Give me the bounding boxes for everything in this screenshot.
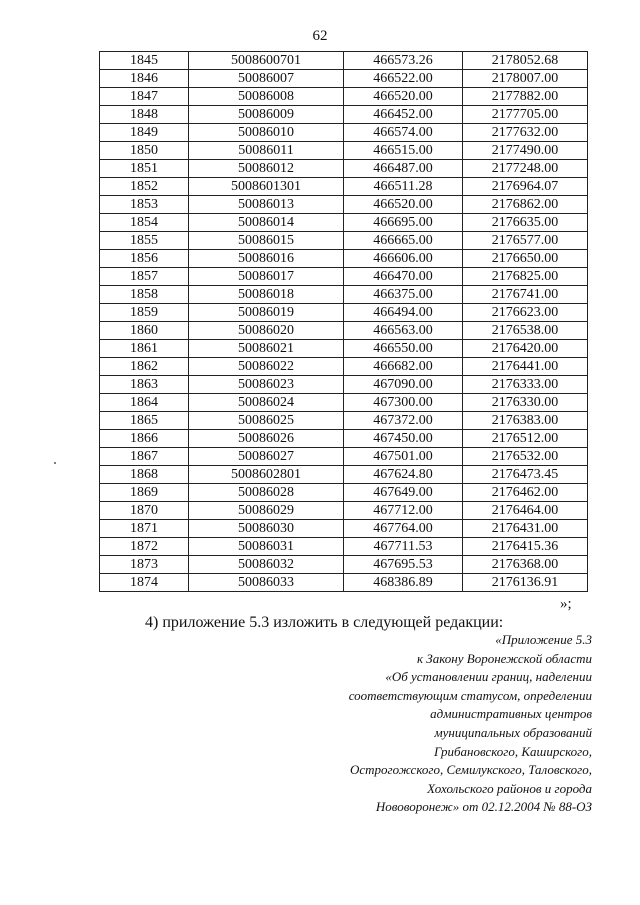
point-number-cell: 1867	[100, 448, 189, 466]
appendix-header-line: Острогожского, Семилукского, Таловского,	[349, 762, 592, 778]
point-number-cell: 1862	[100, 358, 189, 376]
y-coordinate-cell: 2176512.00	[463, 430, 588, 448]
table-row	[100, 304, 588, 322]
table-row	[100, 160, 588, 178]
point-number-cell: 1870	[100, 502, 189, 520]
appendix-header-line: «Приложение 5.3	[495, 632, 592, 647]
x-coordinate-cell: 467300.00	[344, 394, 463, 412]
point-number-cell: 1854	[100, 214, 189, 232]
point-number-cell: 1857	[100, 268, 189, 286]
x-coordinate-cell: 466511.28	[344, 178, 463, 196]
point-number-cell: 1853	[100, 196, 189, 214]
y-coordinate-cell: 2176538.00	[463, 322, 588, 340]
point-id-cell: 50086022	[189, 358, 344, 376]
x-coordinate-cell: 466494.00	[344, 304, 463, 322]
point-id-cell: 50086029	[189, 502, 344, 520]
point-id-cell: 50086027	[189, 448, 344, 466]
point-id-cell: 50086025	[189, 412, 344, 430]
point-number-cell: 1860	[100, 322, 189, 340]
x-coordinate-cell: 467501.00	[344, 448, 463, 466]
point-number-cell: 1849	[100, 124, 189, 142]
point-number-cell: 1847	[100, 88, 189, 106]
point-number-cell: 1852	[100, 178, 189, 196]
point-id-cell: 50086010	[189, 124, 344, 142]
point-number-cell: 1874	[100, 574, 189, 592]
point-id-cell: 50086013	[189, 196, 344, 214]
table-row	[100, 214, 588, 232]
table-row	[100, 484, 588, 502]
point-id-cell: 50086014	[189, 214, 344, 232]
table-row	[100, 412, 588, 430]
table-row	[100, 520, 588, 538]
point-number-cell: 1869	[100, 484, 189, 502]
appendix-header-line: Нововоронеж» от 02.12.2004 № 88-ОЗ	[375, 799, 592, 815]
coordinates-table	[99, 51, 588, 592]
table-row	[100, 106, 588, 124]
x-coordinate-cell: 466606.00	[344, 250, 463, 268]
point-id-cell: 50086008	[189, 88, 344, 106]
y-coordinate-cell: 2177490.00	[463, 142, 588, 160]
x-coordinate-cell: 467450.00	[344, 430, 463, 448]
x-coordinate-cell: 467649.00	[344, 484, 463, 502]
point-id-cell: 5008601301	[189, 178, 344, 196]
point-id-cell: 50086018	[189, 286, 344, 304]
y-coordinate-cell: 2176420.00	[463, 340, 588, 358]
table-row	[100, 466, 588, 484]
y-coordinate-cell: 2178052.68	[463, 52, 588, 70]
point-id-cell: 50086021	[189, 340, 344, 358]
y-coordinate-cell: 2176650.00	[463, 250, 588, 268]
point-number-cell: 1864	[100, 394, 189, 412]
x-coordinate-cell: 467090.00	[344, 376, 463, 394]
table-row	[100, 430, 588, 448]
point-id-cell: 50086028	[189, 484, 344, 502]
table-row	[100, 448, 588, 466]
scan-speck	[54, 462, 56, 464]
table-row	[100, 250, 588, 268]
x-coordinate-cell: 466695.00	[344, 214, 463, 232]
x-coordinate-cell: 466375.00	[344, 286, 463, 304]
table-row	[100, 178, 588, 196]
x-coordinate-cell: 467711.53	[344, 538, 463, 556]
y-coordinate-cell: 2177632.00	[463, 124, 588, 142]
table-row	[100, 268, 588, 286]
y-coordinate-cell: 2176333.00	[463, 376, 588, 394]
x-coordinate-cell: 466574.00	[344, 124, 463, 142]
y-coordinate-cell: 2176464.00	[463, 502, 588, 520]
point-number-cell: 1861	[100, 340, 189, 358]
point-number-cell: 1851	[100, 160, 189, 178]
amendment-text: 4) приложение 5.3 изложить в следующей редакции:	[145, 614, 504, 631]
y-coordinate-cell: 2176532.00	[463, 448, 588, 466]
point-number-cell: 1850	[100, 142, 189, 160]
y-coordinate-cell: 2176741.00	[463, 286, 588, 304]
y-coordinate-cell: 2176635.00	[463, 214, 588, 232]
x-coordinate-cell: 466682.00	[344, 358, 463, 376]
x-coordinate-cell: 467764.00	[344, 520, 463, 538]
table-row	[100, 124, 588, 142]
x-coordinate-cell: 467695.53	[344, 556, 463, 574]
point-number-cell: 1846	[100, 70, 189, 88]
table-row	[100, 88, 588, 106]
table-row	[100, 232, 588, 250]
table-row	[100, 196, 588, 214]
x-coordinate-cell: 466452.00	[344, 106, 463, 124]
point-id-cell: 50086019	[189, 304, 344, 322]
table-row	[100, 322, 588, 340]
x-coordinate-cell: 466665.00	[344, 232, 463, 250]
table-row	[100, 538, 588, 556]
y-coordinate-cell: 2176136.91	[463, 574, 588, 592]
table-row	[100, 574, 588, 592]
table-row	[100, 376, 588, 394]
appendix-header-line: «Об установлении границ, наделении	[385, 669, 592, 685]
point-number-cell: 1845	[100, 52, 189, 70]
point-id-cell: 50086032	[189, 556, 344, 574]
point-id-cell: 5008600701	[189, 52, 344, 70]
point-id-cell: 50086012	[189, 160, 344, 178]
point-number-cell: 1868	[100, 466, 189, 484]
table-row	[100, 142, 588, 160]
point-number-cell: 1863	[100, 376, 189, 394]
table-row	[100, 286, 588, 304]
y-coordinate-cell: 2176431.00	[463, 520, 588, 538]
point-id-cell: 50086020	[189, 322, 344, 340]
y-coordinate-cell: 2177882.00	[463, 88, 588, 106]
y-coordinate-cell: 2176577.00	[463, 232, 588, 250]
point-id-cell: 50086016	[189, 250, 344, 268]
table-row	[100, 70, 588, 88]
appendix-header-line: соответствующим статусом, определении	[348, 687, 592, 703]
point-id-cell: 50086011	[189, 142, 344, 160]
point-id-cell: 50086015	[189, 232, 344, 250]
y-coordinate-cell: 2176330.00	[463, 394, 588, 412]
closing-quote: »;	[560, 596, 572, 612]
x-coordinate-cell: 467624.80	[344, 466, 463, 484]
appendix-header-line: к Закону Воронежской области	[416, 650, 592, 666]
point-number-cell: 1848	[100, 106, 189, 124]
y-coordinate-cell: 2176415.36	[463, 538, 588, 556]
x-coordinate-cell: 466470.00	[344, 268, 463, 286]
x-coordinate-cell: 467712.00	[344, 502, 463, 520]
point-id-cell: 50086009	[189, 106, 344, 124]
table-row	[100, 340, 588, 358]
appendix-header-line: муниципальных образований	[434, 724, 592, 740]
point-number-cell: 1855	[100, 232, 189, 250]
x-coordinate-cell: 466515.00	[344, 142, 463, 160]
table-row	[100, 502, 588, 520]
point-number-cell: 1872	[100, 538, 189, 556]
page-number: 62	[312, 28, 328, 44]
point-number-cell: 1858	[100, 286, 189, 304]
table-row	[100, 52, 588, 70]
y-coordinate-cell: 2177248.00	[463, 160, 588, 178]
x-coordinate-cell: 466550.00	[344, 340, 463, 358]
point-id-cell: 50086017	[189, 268, 344, 286]
point-id-cell: 50086033	[189, 574, 344, 592]
y-coordinate-cell: 2176862.00	[463, 196, 588, 214]
x-coordinate-cell: 466487.00	[344, 160, 463, 178]
x-coordinate-cell: 466563.00	[344, 322, 463, 340]
y-coordinate-cell: 2176368.00	[463, 556, 588, 574]
point-number-cell: 1865	[100, 412, 189, 430]
point-id-cell: 50086023	[189, 376, 344, 394]
x-coordinate-cell: 466520.00	[344, 196, 463, 214]
x-coordinate-cell: 466522.00	[344, 70, 463, 88]
x-coordinate-cell: 466520.00	[344, 88, 463, 106]
y-coordinate-cell: 2176825.00	[463, 268, 588, 286]
appendix-header-line: Грибановского, Каширского,	[433, 743, 592, 759]
y-coordinate-cell: 2177705.00	[463, 106, 588, 124]
point-id-cell: 50086030	[189, 520, 344, 538]
y-coordinate-cell: 2178007.00	[463, 70, 588, 88]
x-coordinate-cell: 468386.89	[344, 574, 463, 592]
x-coordinate-cell: 466573.26	[344, 52, 463, 70]
point-number-cell: 1873	[100, 556, 189, 574]
y-coordinate-cell: 2176462.00	[463, 484, 588, 502]
point-id-cell: 50086007	[189, 70, 344, 88]
y-coordinate-cell: 2176441.00	[463, 358, 588, 376]
coordinates-table-body	[100, 52, 588, 592]
y-coordinate-cell: 2176964.07	[463, 178, 588, 196]
table-row	[100, 556, 588, 574]
table-row	[100, 358, 588, 376]
point-number-cell: 1871	[100, 520, 189, 538]
point-number-cell: 1859	[100, 304, 189, 322]
point-number-cell: 1866	[100, 430, 189, 448]
appendix-header	[292, 631, 592, 817]
y-coordinate-cell: 2176383.00	[463, 412, 588, 430]
point-id-cell: 50086024	[189, 394, 344, 412]
appendix-header-line: Хохольского районов и города	[427, 780, 592, 796]
point-id-cell: 50086031	[189, 538, 344, 556]
point-id-cell: 5008602801	[189, 466, 344, 484]
appendix-header-line: административных центров	[430, 706, 592, 722]
y-coordinate-cell: 2176623.00	[463, 304, 588, 322]
table-row	[100, 394, 588, 412]
y-coordinate-cell: 2176473.45	[463, 466, 588, 484]
point-number-cell: 1856	[100, 250, 189, 268]
x-coordinate-cell: 467372.00	[344, 412, 463, 430]
point-id-cell: 50086026	[189, 430, 344, 448]
